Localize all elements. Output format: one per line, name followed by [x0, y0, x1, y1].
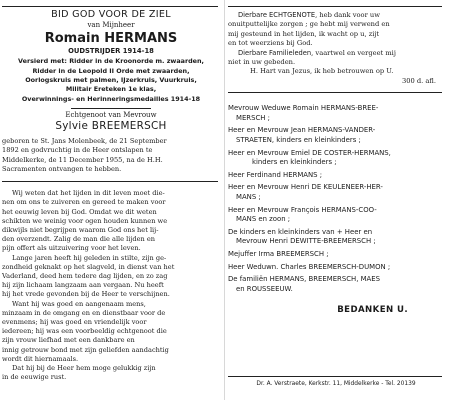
family-line: STRAETEN, kinders en kleinkinders ; — [236, 136, 361, 145]
short-rule — [71, 108, 151, 109]
left-panel — [2, 6, 220, 382]
meditation-line: in de eeuwige rust. — [2, 373, 67, 382]
farewell-rest: , vaartwel en vergeet mij — [311, 48, 396, 57]
printer-block — [228, 376, 444, 387]
family-line: en ROUSSEEUW. — [236, 284, 293, 293]
meditation-line: hij zijn lichaam langzaam aan vergaan. Nu heeft — [2, 281, 164, 290]
farewell-line — [228, 30, 444, 39]
spouse-intro: Echtgenoot van Mevrouw — [65, 110, 157, 119]
meditation-line: den overzendt. Zalig de man die alle lijden en — [2, 235, 156, 244]
bottom-rule — [228, 376, 442, 377]
meditation-line: wordt dit hiernamaals. — [2, 354, 79, 363]
meditation-line: zondheid geknakt op het slagveld, in dienst van het — [2, 262, 175, 271]
family-line: Heer Ferdinand HERMANS ; — [228, 170, 323, 179]
farewell-rest: niet in uw gebeden. — [228, 58, 296, 67]
meditation-line: zijn vrouw liefhad met een dankbare en — [2, 336, 135, 345]
farewell-rest: en tot weerziens bij God. — [228, 39, 313, 48]
honours-list — [2, 57, 220, 103]
farewell-line — [228, 39, 444, 48]
right-panel — [228, 6, 444, 315]
prayer-heading: BID GOD VOOR DE ZIEL — [51, 9, 171, 20]
meditation-line: minzaam in de omgang en en dienstbaar voor de — [2, 308, 166, 317]
bio-line: Sacramenten ontvangen te hebben. — [2, 164, 122, 173]
honour-line: Ridder in de Leopold II Orde met zwaarden, — [32, 66, 190, 75]
bio-line: 1892 en godvruchtig in de Heer ontslapen te — [2, 146, 153, 155]
family-line: De kinders en kleinkinders van + Heer en — [228, 227, 373, 236]
farewell-rest: onuitputtelijke zorgen ; ge hebt mij verwend en — [228, 20, 390, 29]
meditation-line: dikwijls niet begrijpen waarom God ons het lij- — [2, 225, 159, 234]
bio-line: Middelkerke, de 11 December 1955, na de H.H. — [2, 155, 163, 164]
family-line: MANS ; — [236, 193, 261, 201]
family-line: Mejuffer Irma BREEMERSCH ; — [228, 249, 329, 258]
meditation-text — [2, 189, 220, 382]
meditation-line: hij het vrede gevonden bij de Heer te verschijnen. — [2, 290, 170, 299]
family-line: MANS en zoon ; — [236, 215, 291, 224]
honour-line: Versierd met: Ridder in de Kroonorde m. zwaarden, — [18, 57, 204, 66]
farewell-lead: Dierbare ECHTGENOTE — [238, 11, 316, 19]
family-line: Heer en Mevrouw Henri DE KEULENEER-HER- — [228, 183, 383, 192]
family-line: Heer Weduwn. Charles BREEMERSCH-DUMON ; — [228, 262, 391, 271]
farewell-line — [228, 58, 444, 67]
meditation-line: innig getrouw bond met zijn geliefden aandachtig — [2, 345, 169, 354]
meditation-line: pijn offert als uitzuivering voor het leven. — [2, 244, 141, 253]
meditation-line: nen om ons te zuiveren en gereed te maken voor — [2, 198, 166, 207]
family-line: De familiën HERMANS, BREEMERSCH, MAES — [228, 275, 380, 284]
meditation-line: evenmens; hij was goed en vriendelijk voor — [2, 317, 147, 326]
thanks-line: BEDANKEN U. — [337, 305, 408, 316]
top-rule — [228, 6, 442, 7]
fold-line — [224, 0, 225, 400]
farewell-rest: mij gesteund in het lijden, ik wacht op u, zijt — [228, 29, 380, 38]
family-list — [228, 104, 444, 294]
family-line: Mevrouw Henri DEWITTE-BREEMERSCH ; — [236, 237, 376, 246]
spouse-name: Sylvie BREEMERSCH — [55, 119, 167, 132]
meditation-line: Lange jaren heeft hij geleden in stilte, zijn ge- — [12, 253, 167, 262]
meditation-line: iedereen; hij was een voorbeeldig echtgenoot die — [2, 327, 167, 336]
farewell-line — [228, 49, 444, 58]
van-mijnheer: van Mijnheer — [87, 20, 135, 29]
meditation-line: Dat hij bij de Heer hem moge gelukkig zijn — [12, 363, 156, 372]
family-line: kinders en kleinkinders ; — [252, 158, 337, 167]
honour-line: Overwinnings- en Herinneringsmedailles 1914-18 — [21, 94, 201, 103]
veteran-line: OUDSTRIJDER 1914-18 — [68, 46, 154, 55]
meditation-line: het eeuwig leven bij God. Omdat we dit weten — [2, 207, 157, 216]
indulgence-days: 300 d. afl. — [402, 76, 436, 85]
farewell-lead: Dierbare Familieleden — [238, 48, 312, 57]
meditation-line: Want hij was goed en aangenaam mens, — [12, 299, 146, 308]
meditation-line: Vaderland, deed hem tedere dag lijden, en zo zag — [2, 271, 168, 280]
deceased-name: Romain HERMANS — [44, 30, 178, 46]
mid-rule — [2, 181, 218, 182]
family-line: MERSCH ; — [236, 113, 270, 122]
farewell-line — [228, 20, 444, 29]
family-line: Heer en Mevrouw François HERMANS-COO- — [228, 205, 377, 214]
family-line: Heer en Mevrouw Jean HERMANS-VANDER- — [228, 126, 376, 135]
printer-line: Dr. A. Verstraete, Kerkstr. 11, Middelkerke - Tel. 20139 — [256, 381, 416, 387]
meditation-line: Wij weten dat het lijden in dit leven moet die- — [12, 189, 165, 198]
farewell-rest: , heb dank voor uw — [315, 11, 380, 19]
indulgence-line: H. Hart van Jezus, ik heb betrouwen op U. — [250, 67, 394, 76]
mid-rule — [228, 92, 442, 93]
farewell-text — [228, 11, 444, 86]
meditation-line: schikten we weinig voor ogen houden kunnen we — [2, 216, 168, 225]
bio-line: geboren te St. Jans Molenbeek, de 21 September — [2, 137, 167, 146]
honour-line: Oorlogskruis met palmen, IJzerkruis, Vuurkruis, — [25, 75, 197, 84]
family-line: Heer en Mevrouw Emiel DE COSTER-HERMANS, — [228, 148, 391, 157]
family-line: Mevrouw Weduwe Romain HERMANS-BREE- — [228, 104, 379, 113]
top-rule — [2, 6, 218, 7]
honour-line: Militair Ereteken 1e klas, — [65, 85, 157, 94]
biography — [2, 137, 220, 174]
farewell-line — [228, 11, 444, 20]
